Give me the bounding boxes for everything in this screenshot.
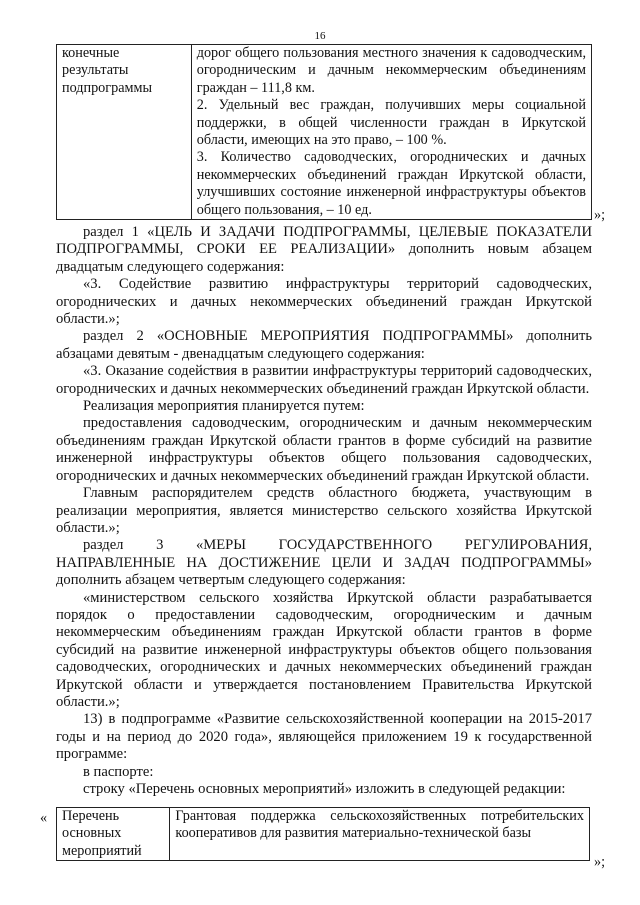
paragraph-section2-text: «3. Оказание содействия в развитии инфраструктуры территорий садоводческих, огороднических и дачных некоммерческих объединений граждан Иркутской области. (56, 363, 592, 397)
paragraph-section3: раздел 3 «МЕРЫ ГОСУДАРСТВЕННОГО РЕГУЛИРОВАНИЯ, НАПРАВЛЕННЫЕ НА ДОСТИЖЕНИЕ ЦЕЛИ И ЗАДАЧ ПОДПРОГРАММЫ» дополнить абзацем четвертым следующего содержания: (56, 537, 592, 589)
paragraph-section3-text: «министерством сельского хозяйства Иркутской области разрабатывается порядок о предоставлении садоводческим, огородническим и дачным некоммерческим объединениям граждан Иркутской области грантов в форме субсидий на развитие инженерной инфраструктуры объектов общего пользования садоводческих, огороднических и дачных некоммерческих объединений граждан Иркутской области и утверждается постановлением Правительства Иркутской области.»; (56, 589, 592, 710)
paragraph-budget-manager: Главным распорядителем средств областного бюджета, участвующим в реализации мероприятия, является министерство сельского хозяйства Иркутской области.»; (56, 485, 592, 536)
paragraph-item-13: 13) в подпрограмме «Развитие сельскохозяйственной кооперации на 2015-2017 годы и на период до 2020 года», являющейся приложением 19 к государственной программе: (56, 711, 592, 763)
main-activities-table (56, 807, 590, 861)
paragraph-grants: предоставления садоводческим, огородническим и дачным некоммерческим объединениям граждан Иркутской области грантов в форме субсидий на развитие инженерной инфраструктуры объектов общего пользования садоводческих, огороднических и дачных некоммерческих объединений граждан Иркутской области. (56, 415, 592, 484)
table-cell-label: Перечень основных мероприятий (57, 808, 170, 861)
passport-results-table (56, 44, 592, 220)
document-body (56, 224, 592, 798)
table2-opening-quote: « (40, 810, 48, 826)
table-cell-label: конечные результаты подпрограммы (57, 45, 192, 220)
paragraph-passport: в паспорте: (83, 763, 154, 780)
result-item-3: 3. Количество садоводческих, огороднических и дачных некоммерческих объединений граждан Иркутской области, улучшивших состояние инженерной инфраструктуры объектов общего пользования, – 10 ед. (196, 149, 586, 218)
paragraph-section1-text: «3. Содействие развитию инфраструктуры территорий садоводческих, огороднических и дачных некоммерческих объединений граждан Иркутской области.»; (56, 276, 592, 328)
table-cell-content (191, 45, 591, 220)
table2-closing-quote: »; (594, 854, 606, 870)
paragraph-row-edit: строку «Перечень основных мероприятий» изложить в следующей редакции: (83, 781, 566, 797)
table1-closing-quote: »; (594, 207, 606, 223)
table-row (57, 808, 590, 861)
paragraph-implementation: Реализация мероприятия планируется путем: (83, 398, 365, 415)
table-row (57, 45, 592, 220)
result-item-2: 2. Удельный вес граждан, получивших меры социальной поддержки, в общей численности граждан в Иркутской области, имеющих на это право, – 100 %. (196, 97, 586, 149)
result-item-1: дорог общего пользования местного значения к садоводческим, огородническим и дачным некоммерческим объединениям граждан – 111,8 км. (196, 45, 586, 96)
paragraph-section1: раздел 1 «ЦЕЛЬ И ЗАДАЧИ ПОДПРОГРАММЫ, ЦЕЛЕВЫЕ ПОКАЗАТЕЛИ ПОДПРОГРАММЫ, СРОКИ ЕЕ РЕАЛИЗАЦИИ» дополнить новым абзацем двадцатым следующего содержания: (56, 224, 592, 275)
paragraph-section2: раздел 2 «ОСНОВНЫЕ МЕРОПРИЯТИЯ ПОДПРОГРАММЫ» дополнить абзацами девятым - двенадцатым следующего содержания: (56, 328, 592, 362)
table-cell-content: Грантовая поддержка сельскохозяйственных потребительских кооперативов для развития материально-технической базы (170, 808, 590, 861)
page-number: 16 (314, 30, 326, 42)
